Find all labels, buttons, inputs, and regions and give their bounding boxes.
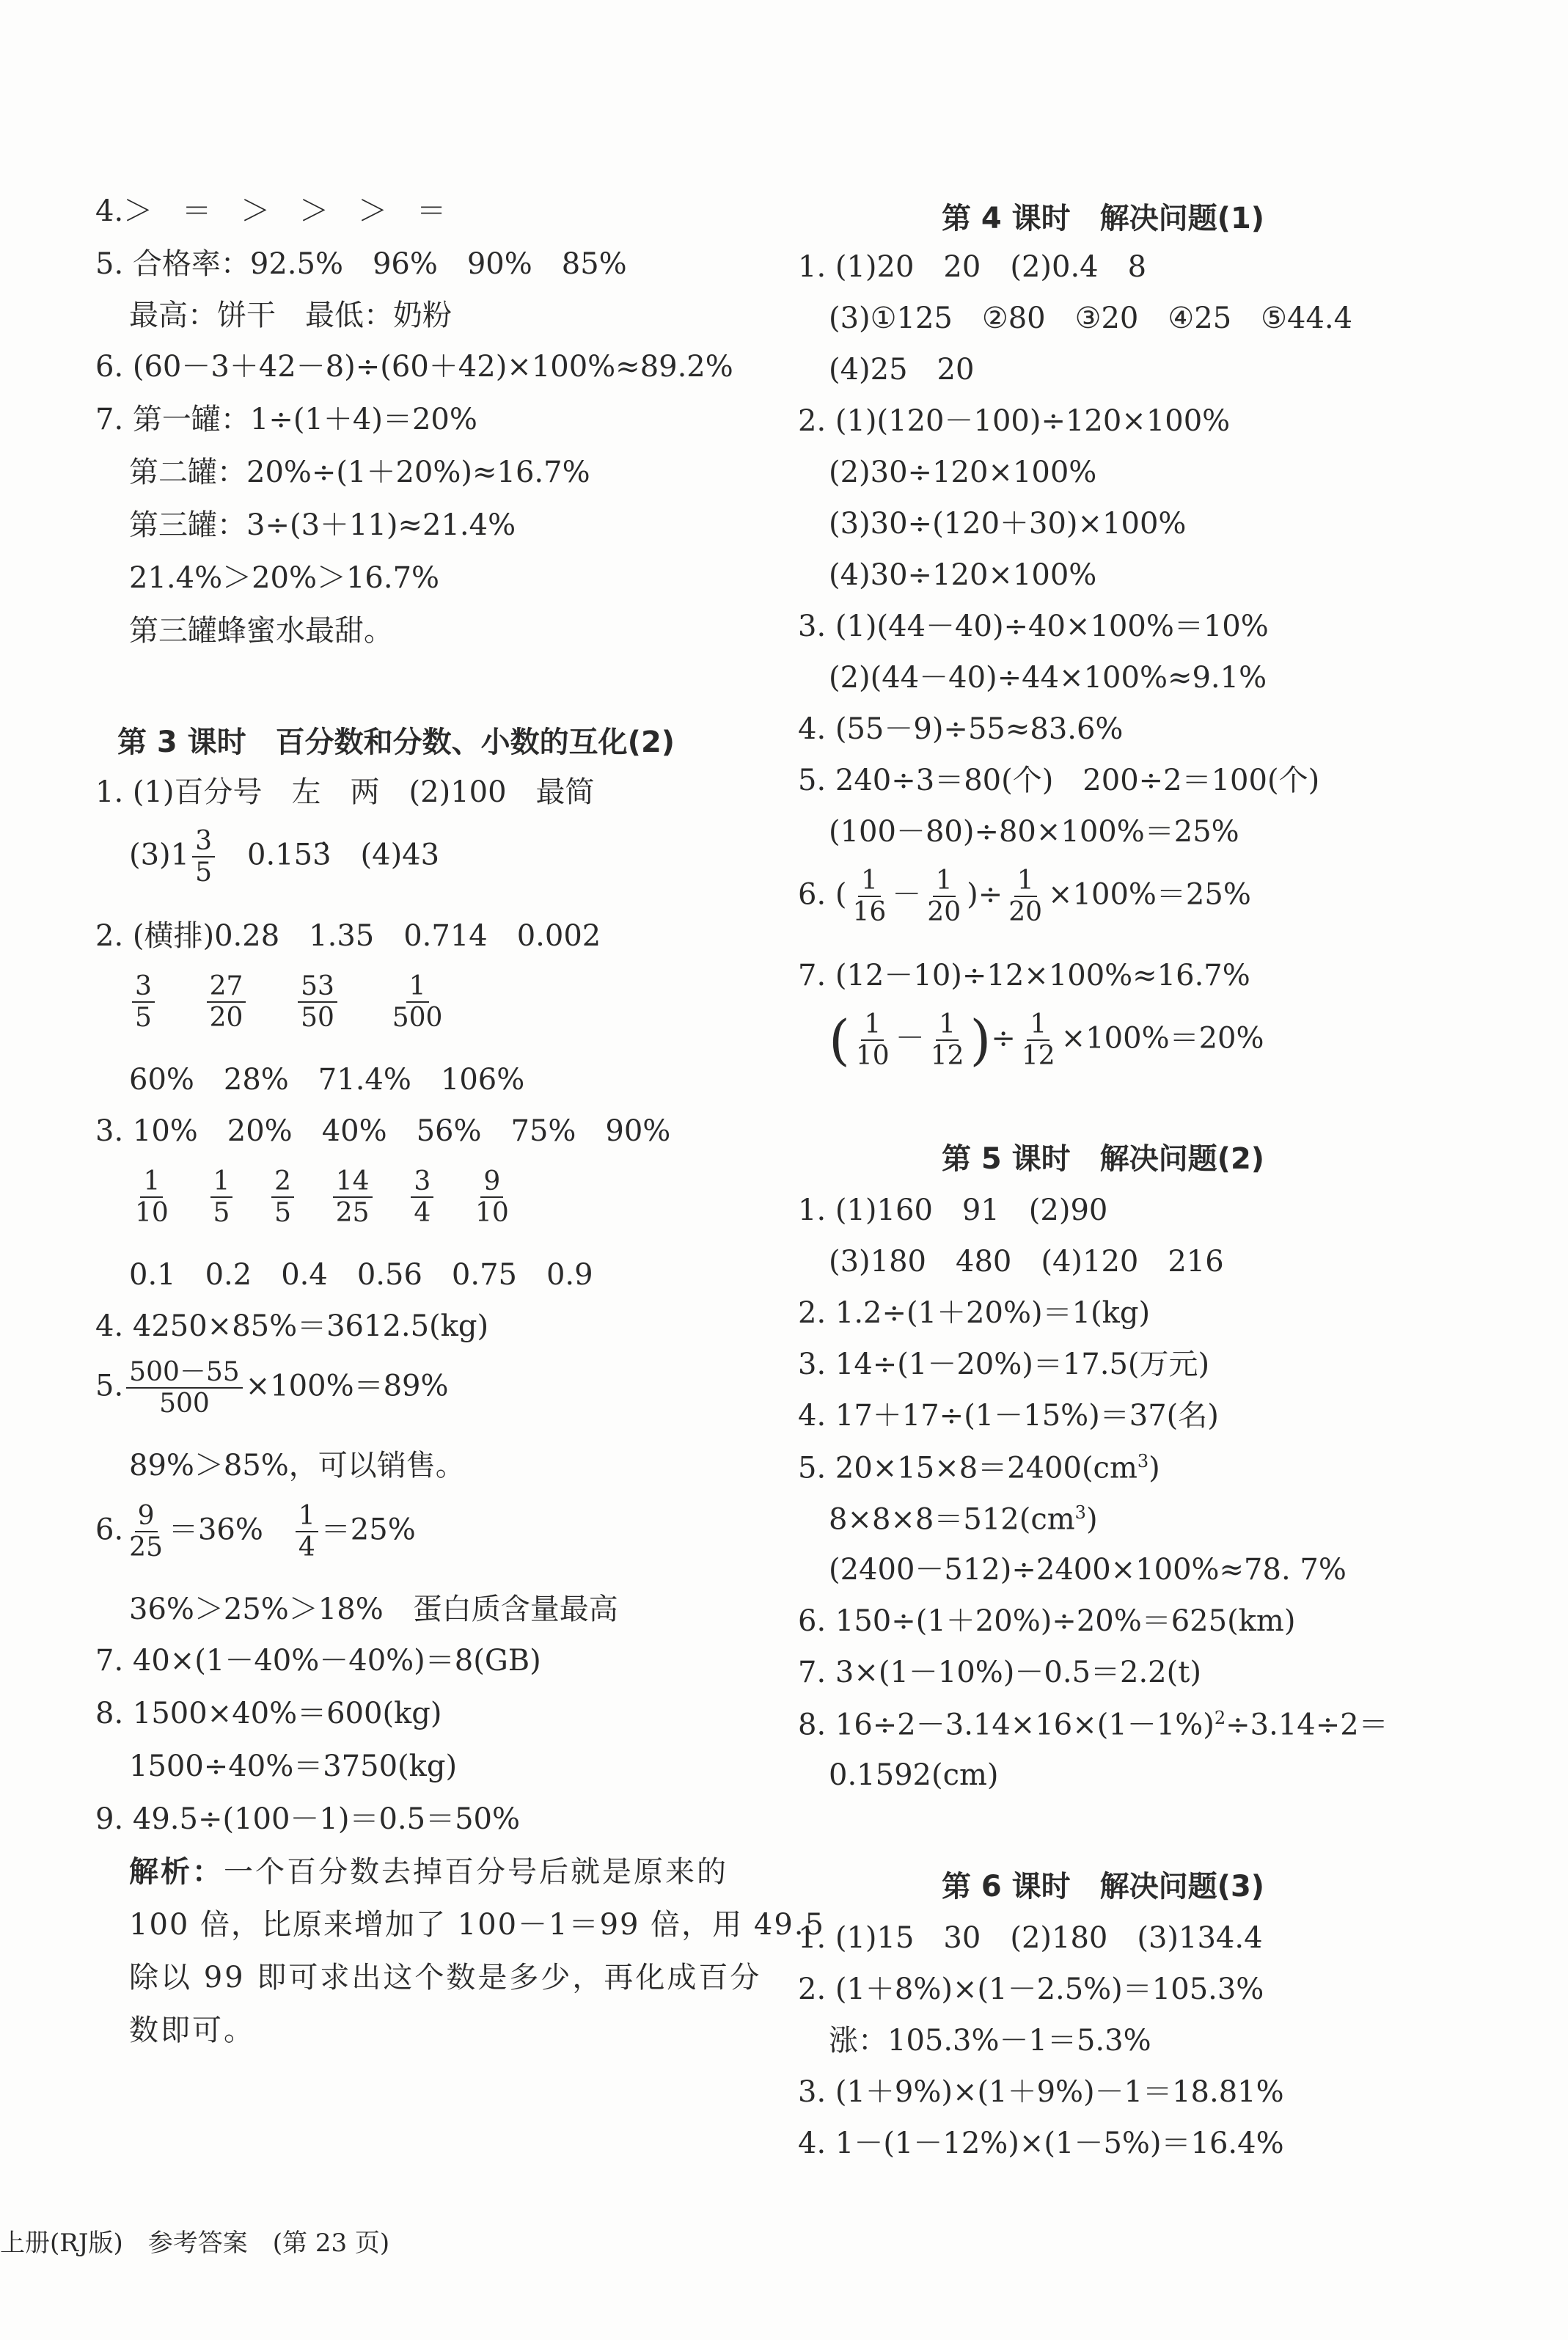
answer-line: (2)30÷120×100%	[829, 456, 1097, 489]
explanation-line: 解析：一个百分数去掉百分号后就是原来的	[129, 1855, 728, 1889]
answer-line: 2. 1.2÷(1＋20%)＝1(kg)	[798, 1296, 1151, 1330]
answer-line: 第三罐蜂蜜水最甜。	[129, 614, 393, 648]
answer-line: 36%＞25%＞18% 蛋白质含量最高	[129, 1593, 618, 1626]
answer-line: 最高：饼干 最低：奶粉	[129, 299, 452, 332]
answer-line: 6. $\frac{9}{25}$ ＝36% $\frac{1}{4}$ ＝25%	[95, 1501, 416, 1563]
answer-line: 5. 合格率：92.5% 96% 90% 85%	[95, 247, 627, 281]
answer-line: 1500÷40%＝3750(kg)	[129, 1749, 458, 1783]
answer-line: 4. 1－(1－12%)×(1－5%)＝16.4%	[798, 2127, 1284, 2160]
answer-line: 1. (1)20 20 (2)0.4 8	[798, 250, 1147, 284]
section-title-lesson-3: 第 3 课时 百分数和分数、小数的互化(2)	[117, 725, 675, 759]
answer-line: (2400－512)÷2400×100%≈78. 7%	[829, 1553, 1347, 1587]
answer-line: 4. (55－9)÷55≈83.6%	[798, 712, 1124, 746]
answer-line: 8. 1500×40%＝600(kg)	[95, 1697, 442, 1730]
answer-line: 1. (1)15 30 (2)180 (3)134.4	[798, 1921, 1263, 1955]
answer-line: $8\times 8\times 8=512(cm^3)$	[829, 1502, 1098, 1537]
answer-line: 5. 240÷3＝80(个) 200÷2＝100(个)	[798, 764, 1320, 797]
section-title-lesson-4: 第 4 课时 解决问题(1)	[942, 202, 1265, 235]
answer-line: 7. (12－10)÷12×100%≈16.7%	[798, 959, 1250, 992]
answer-line: 3. (1＋9%)×(1＋9%)－1＝18.81%	[798, 2075, 1284, 2109]
answer-line: 8. $16\div 2-3.14\times 16\times(1-1\%)^2\div 3.14\div 2=$	[798, 1708, 1388, 1742]
answer-line: 0.1 0.2 0.4 0.56 0.75 0.9	[129, 1258, 593, 1292]
answer-line: 3. 14÷(1－20%)＝17.5(万元)	[798, 1348, 1210, 1381]
answer-line: 4. 4250×85%＝3612.5(kg)	[95, 1309, 489, 1343]
answer-line: 5. $\frac{500-55}{500}$ ×100%＝89%	[95, 1357, 449, 1419]
answer-line: (3)①125 ②80 ③20 ④25 ⑤44.4	[829, 301, 1353, 335]
explanation-line: 除以 99 即可求出这个数是多少，再化成百分	[129, 1961, 762, 1995]
answer-line: ( $\frac{1}{10}$ － $\frac{1}{12}$ )÷ $\frac{1}{12}$ ×100%＝20%	[829, 1009, 1264, 1072]
answer-line: (3)180 480 (4)120 216	[829, 1245, 1224, 1279]
answer-line: 第二罐：20%÷(1＋20%)≈16.7%	[129, 456, 590, 489]
page-footer: 上册(RJ版) 参考答案 (第 23 页)	[0, 2229, 390, 2258]
answer-line: 2. (1)(120－100)÷120×100%	[798, 404, 1231, 438]
answer-line: 21.4%＞20%＞16.7%	[129, 561, 440, 595]
answer-line: (3)1 $\frac{3}{5}$ 0.153̇ (4)43	[129, 826, 440, 888]
answer-line: 0.1592(cm)	[829, 1758, 999, 1792]
fraction-row: $\frac{1}{10}$ $\frac{1}{5}$ $\frac{2}{5}$ $\frac{14}{25}$ $\frac{3}{4}$ $\frac{9}{10}$	[135, 1166, 509, 1229]
answer-line: 6. 150÷(1＋20%)÷20%＝625(km)	[798, 1604, 1296, 1638]
explanation-label: 解析：	[129, 1855, 224, 1889]
answer-line: 60% 28% 71.4% 106%	[129, 1063, 525, 1097]
fraction-row: $\frac{3}{5}$ $\frac{27}{20}$ $\frac{53}{50}$ $\frac{1}{500}$	[129, 971, 448, 1034]
answer-line: 7. 3×(1－10%)－0.5＝2.2(t)	[798, 1656, 1201, 1689]
explanation-line: 数即可。	[129, 2014, 255, 2047]
answer-line: 1. (1)百分号 左 两 (2)100 最简	[95, 775, 595, 809]
answer-line: 9. 49.5÷(100－1)＝0.5＝50%	[95, 1802, 520, 1836]
answer-line: 2. (横排)0.28 1.35 0.714 0.002	[95, 919, 601, 953]
answer-line: 2. (1＋8%)×(1－2.5%)＝105.3%	[798, 1972, 1264, 2006]
answer-line: 4.＞ ＝ ＞ ＞ ＞ ＝	[95, 194, 447, 228]
answer-line: 7. 40×(1－40%－40%)＝8(GB)	[95, 1644, 541, 1678]
answer-line: 89%＞85%，可以销售。	[129, 1449, 465, 1482]
answer-line: 6. (60－3＋42－8)÷(60＋42)×100%≈89.2%	[95, 350, 733, 384]
answer-line: (4)25 20	[829, 353, 975, 387]
answer-line: (3)30÷(120＋30)×100%	[829, 507, 1187, 541]
answer-line: 第三罐：3÷(3＋11)≈21.4%	[129, 508, 516, 542]
answer-line: 6. ( $\frac{1}{16}$ － $\frac{1}{20}$ )÷ $\frac{1}{20}$ ×100%＝25%	[798, 866, 1251, 928]
answer-line: (4)30÷120×100%	[829, 558, 1097, 592]
section-title-lesson-6: 第 6 课时 解决问题(3)	[942, 1870, 1265, 1904]
answer-line: (2)(44－40)÷44×100%≈9.1%	[829, 661, 1267, 695]
fraction: $\frac{3}{5}$	[192, 826, 215, 888]
answer-line: 5. $20\times 15\times 8=2400(cm^3)$	[798, 1451, 1160, 1485]
section-title-lesson-5: 第 5 课时 解决问题(2)	[942, 1142, 1265, 1176]
answer-line: 1. (1)160 91 (2)90	[798, 1193, 1108, 1227]
explanation-line: 100 倍，比原来增加了 100－1＝99 倍，用 49.5	[129, 1908, 825, 1942]
answer-line: 涨：105.3%－1＝5.3%	[829, 2024, 1151, 2058]
answer-line: 3. (1)(44－40)÷40×100%＝10%	[798, 610, 1269, 643]
answer-line: (100－80)÷80×100%＝25%	[829, 815, 1239, 849]
answer-line: 3. 10% 20% 40% 56% 75% 90%	[95, 1114, 671, 1148]
answer-line: 4. 17＋17÷(1－15%)＝37(名)	[798, 1399, 1219, 1433]
answer-line: 7. 第一罐：1÷(1＋4)＝20%	[95, 403, 477, 436]
